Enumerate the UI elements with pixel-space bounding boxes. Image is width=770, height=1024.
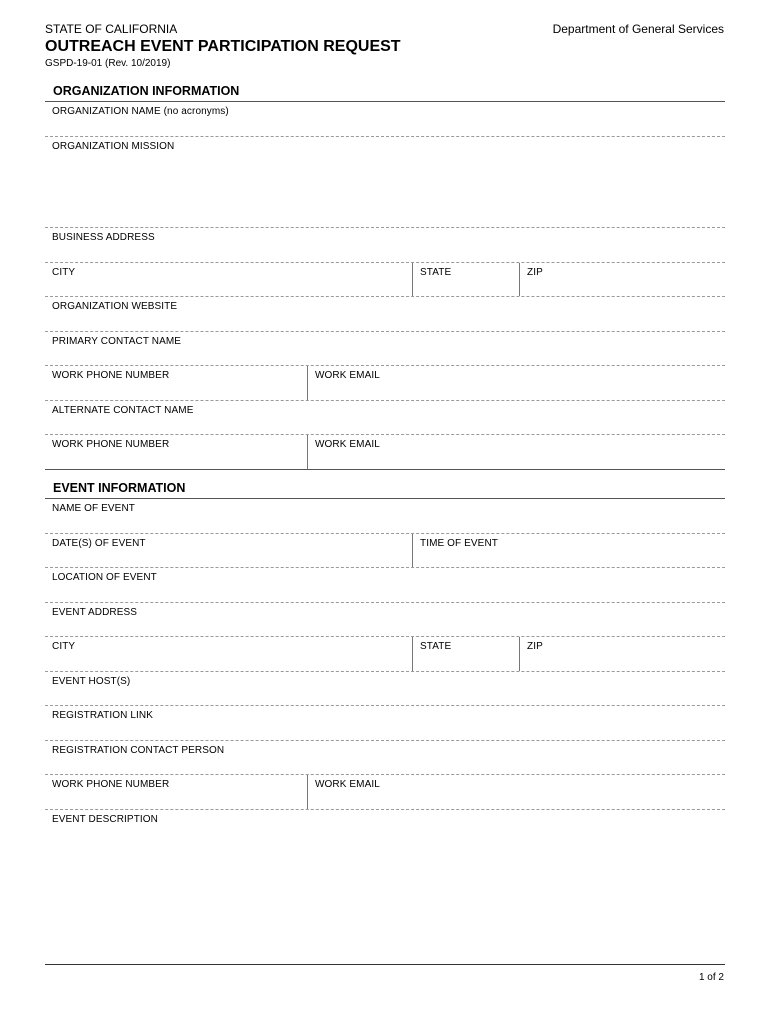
org-mission-row bbox=[45, 137, 725, 228]
registration-contact-row bbox=[45, 741, 725, 775]
primary-contact-label: PRIMARY CONTACT NAME bbox=[52, 336, 182, 347]
event-address-row bbox=[45, 603, 725, 637]
event-dates-field[interactable] bbox=[45, 534, 412, 567]
alternate-work-email-label: WORK EMAIL bbox=[315, 439, 380, 450]
org-name-field[interactable] bbox=[45, 102, 725, 136]
primary-work-phone-label: WORK PHONE NUMBER bbox=[52, 370, 170, 381]
org-city-row bbox=[45, 263, 725, 297]
event-city-field[interactable] bbox=[45, 637, 412, 671]
primary-work-phone-field[interactable] bbox=[45, 366, 307, 400]
org-website-row bbox=[45, 297, 725, 332]
event-city-label: CITY bbox=[52, 641, 76, 652]
alternate-work-email-field[interactable] bbox=[307, 435, 725, 469]
org-mission-label: ORGANIZATION MISSION bbox=[52, 141, 175, 152]
event-hosts-row bbox=[45, 672, 725, 706]
org-zip-label: ZIP bbox=[527, 267, 543, 278]
org-zip-field[interactable] bbox=[519, 263, 725, 296]
org-state-field[interactable] bbox=[412, 263, 519, 296]
organization-section-title: ORGANIZATION INFORMATION bbox=[45, 82, 725, 102]
org-name-row bbox=[45, 102, 725, 137]
event-section-title: EVENT INFORMATION bbox=[45, 479, 725, 499]
business-address-label: BUSINESS ADDRESS bbox=[52, 232, 155, 243]
event-date-time-row bbox=[45, 534, 725, 568]
business-address-row bbox=[45, 228, 725, 263]
business-address-field[interactable] bbox=[45, 228, 725, 262]
event-location-label: LOCATION OF EVENT bbox=[52, 572, 157, 583]
event-zip-label: ZIP bbox=[527, 641, 543, 652]
event-hosts-label: EVENT HOST(S) bbox=[52, 676, 131, 687]
event-name-row bbox=[45, 499, 725, 534]
org-city-field[interactable] bbox=[45, 263, 412, 296]
event-address-field[interactable] bbox=[45, 603, 725, 636]
alternate-contact-label: ALTERNATE CONTACT NAME bbox=[52, 405, 194, 416]
primary-work-email-label: WORK EMAIL bbox=[315, 370, 380, 381]
alternate-contact-field[interactable] bbox=[45, 401, 725, 434]
event-dates-label: DATE(S) OF EVENT bbox=[52, 538, 146, 549]
event-zip-field[interactable] bbox=[519, 637, 725, 671]
alternate-work-phone-label: WORK PHONE NUMBER bbox=[52, 439, 170, 450]
registration-link-label: REGISTRATION LINK bbox=[52, 710, 153, 721]
org-city-label: CITY bbox=[52, 267, 76, 278]
event-time-label: TIME OF EVENT bbox=[420, 538, 498, 549]
registration-phone-email-row bbox=[45, 775, 725, 810]
event-section bbox=[45, 479, 725, 950]
event-hosts-field[interactable] bbox=[45, 672, 725, 705]
alternate-contact-row bbox=[45, 401, 725, 435]
organization-section bbox=[45, 82, 725, 470]
event-description-label: EVENT DESCRIPTION bbox=[52, 814, 158, 825]
registration-contact-label: REGISTRATION CONTACT PERSON bbox=[52, 745, 225, 756]
form-number: GSPD-19-01 (Rev. 10/2019) bbox=[45, 58, 171, 69]
primary-contact-row bbox=[45, 332, 725, 366]
event-name-field[interactable] bbox=[45, 499, 725, 533]
event-state-field[interactable] bbox=[412, 637, 519, 671]
primary-contact-field[interactable] bbox=[45, 332, 725, 365]
registration-work-phone-label: WORK PHONE NUMBER bbox=[52, 779, 170, 790]
event-location-row bbox=[45, 568, 725, 603]
state-heading: STATE OF CALIFORNIA bbox=[45, 22, 178, 36]
event-state-label: STATE bbox=[420, 641, 452, 652]
registration-link-field[interactable] bbox=[45, 706, 725, 740]
event-time-field[interactable] bbox=[412, 534, 725, 567]
registration-work-email-field[interactable] bbox=[307, 775, 725, 809]
registration-work-email-label: WORK EMAIL bbox=[315, 779, 380, 790]
event-description-row bbox=[45, 810, 725, 950]
page-number: 1 of 2 bbox=[698, 972, 724, 983]
registration-link-row bbox=[45, 706, 725, 741]
event-name-label: NAME OF EVENT bbox=[52, 503, 135, 514]
event-address-label: EVENT ADDRESS bbox=[52, 607, 138, 618]
primary-work-email-field[interactable] bbox=[307, 366, 725, 400]
form-title: OUTREACH EVENT PARTICIPATION REQUEST bbox=[45, 38, 401, 55]
org-mission-field[interactable] bbox=[45, 137, 725, 227]
org-website-field[interactable] bbox=[45, 297, 725, 331]
alternate-work-phone-field[interactable] bbox=[45, 435, 307, 469]
registration-work-phone-field[interactable] bbox=[45, 775, 307, 809]
org-website-label: ORGANIZATION WEBSITE bbox=[52, 301, 178, 312]
department-heading: Department of General Services bbox=[552, 22, 724, 36]
event-location-field[interactable] bbox=[45, 568, 725, 602]
event-city-row bbox=[45, 637, 725, 672]
registration-contact-field[interactable] bbox=[45, 741, 725, 774]
event-description-field[interactable] bbox=[45, 810, 725, 950]
primary-phone-email-row bbox=[45, 366, 725, 401]
org-state-label: STATE bbox=[420, 267, 452, 278]
footer-divider bbox=[45, 964, 725, 965]
alternate-phone-email-row bbox=[45, 435, 725, 470]
org-name-label: ORGANIZATION NAME (no acronyms) bbox=[52, 106, 229, 117]
